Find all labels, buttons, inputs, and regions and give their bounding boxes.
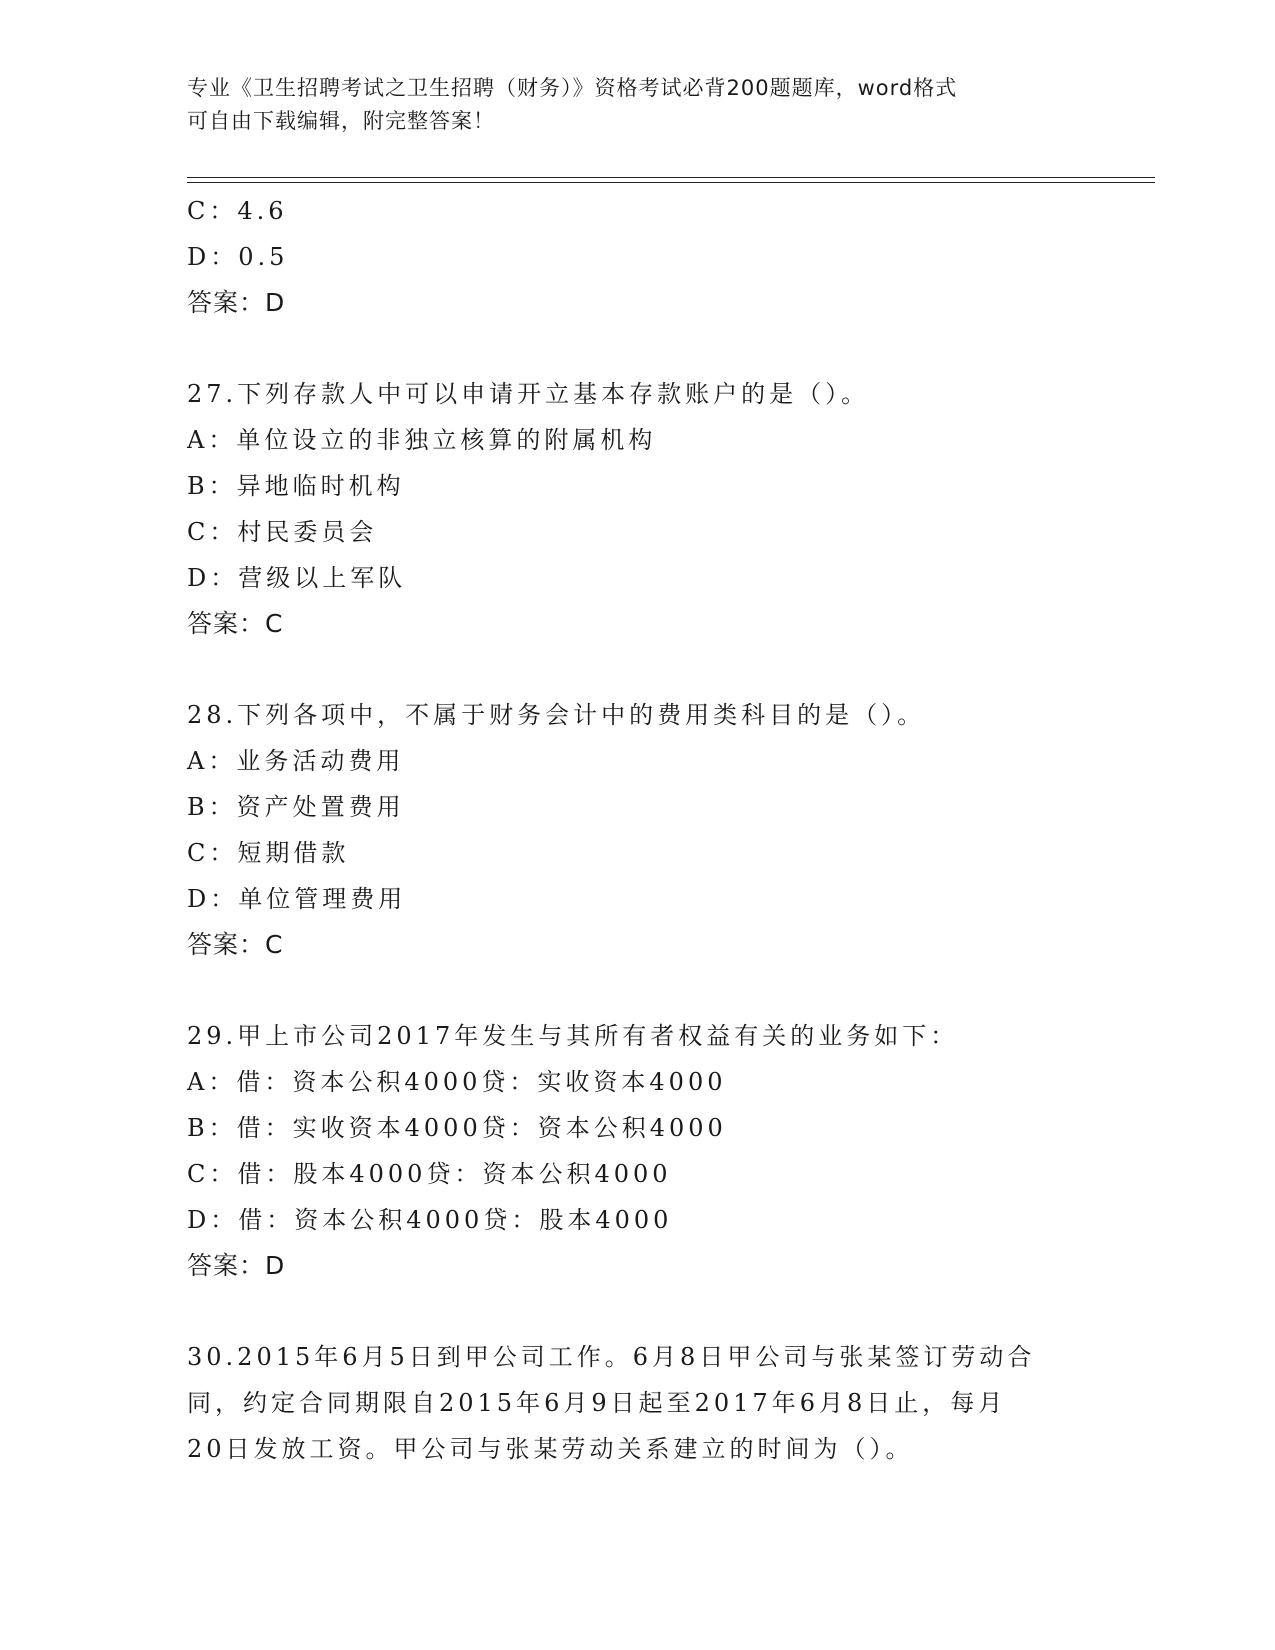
answer-line: 答案：C: [187, 930, 284, 959]
question-28: [187, 692, 1137, 968]
spacer: [187, 326, 1137, 371]
option-d: D：0.5: [187, 243, 289, 271]
spacer: [187, 647, 1137, 692]
spacer: [187, 968, 1137, 1013]
option-c: C：短期借款: [187, 839, 350, 867]
question-stem-line-2: 同，约定合同期限自2015年6月9日起至2017年6月8日止，每月: [187, 1389, 1007, 1417]
question-stem: 29.甲上市公司2017年发生与其所有者权益有关的业务如下：: [187, 1022, 959, 1050]
answer-line: 答案：D: [187, 288, 286, 317]
question-stem: 28.下列各项中，不属于财务会计中的费用类科目的是（）。: [187, 701, 926, 729]
option-d: D：单位管理费用: [187, 885, 407, 913]
question-prev: [187, 188, 1137, 326]
header-divider-bottom: [187, 182, 1155, 183]
document-body: [187, 188, 1137, 1472]
option-c: C：村民委员会: [187, 518, 378, 546]
header-line-2: 可自由下载编辑，附完整答案！: [187, 109, 495, 133]
question-27: [187, 371, 1137, 647]
option-b: B：异地临时机构: [187, 472, 405, 500]
question-29: [187, 1013, 1137, 1289]
answer-line: 答案：D: [187, 1251, 286, 1280]
question-stem-line-1: 30.2015年6月5日到甲公司工作。6月8日甲公司与张某签订劳动合: [187, 1343, 1036, 1371]
option-d: D：营级以上军队: [187, 564, 407, 592]
header-line-1: 专业《卫生招聘考试之卫生招聘（财务）》资格考试必背200题题库，word格式: [187, 76, 958, 100]
option-d: D：借：资本公积4000贷：股本4000: [187, 1206, 673, 1234]
option-c: C：借：股本4000贷：资本公积4000: [187, 1160, 672, 1188]
option-b: B：借：实收资本4000贷：资本公积4000: [187, 1114, 727, 1142]
option-b: B：资产处置费用: [187, 793, 405, 821]
question-stem-line-3: 20日发放工资。甲公司与张某劳动关系建立的时间为（）。: [187, 1435, 914, 1463]
document-header: [187, 72, 1087, 138]
option-c: C：4.6: [187, 197, 288, 225]
answer-line: 答案：C: [187, 609, 284, 638]
spacer: [187, 1289, 1137, 1334]
option-a: A：业务活动费用: [187, 747, 405, 775]
option-a: A：借：资本公积4000贷：实收资本4000: [187, 1068, 727, 1096]
header-divider-top: [187, 177, 1155, 178]
option-a: A：单位设立的非独立核算的附属机构: [187, 426, 657, 454]
question-stem: 27.下列存款人中可以申请开立基本存款账户的是（）。: [187, 380, 870, 408]
question-30: [187, 1334, 1137, 1472]
